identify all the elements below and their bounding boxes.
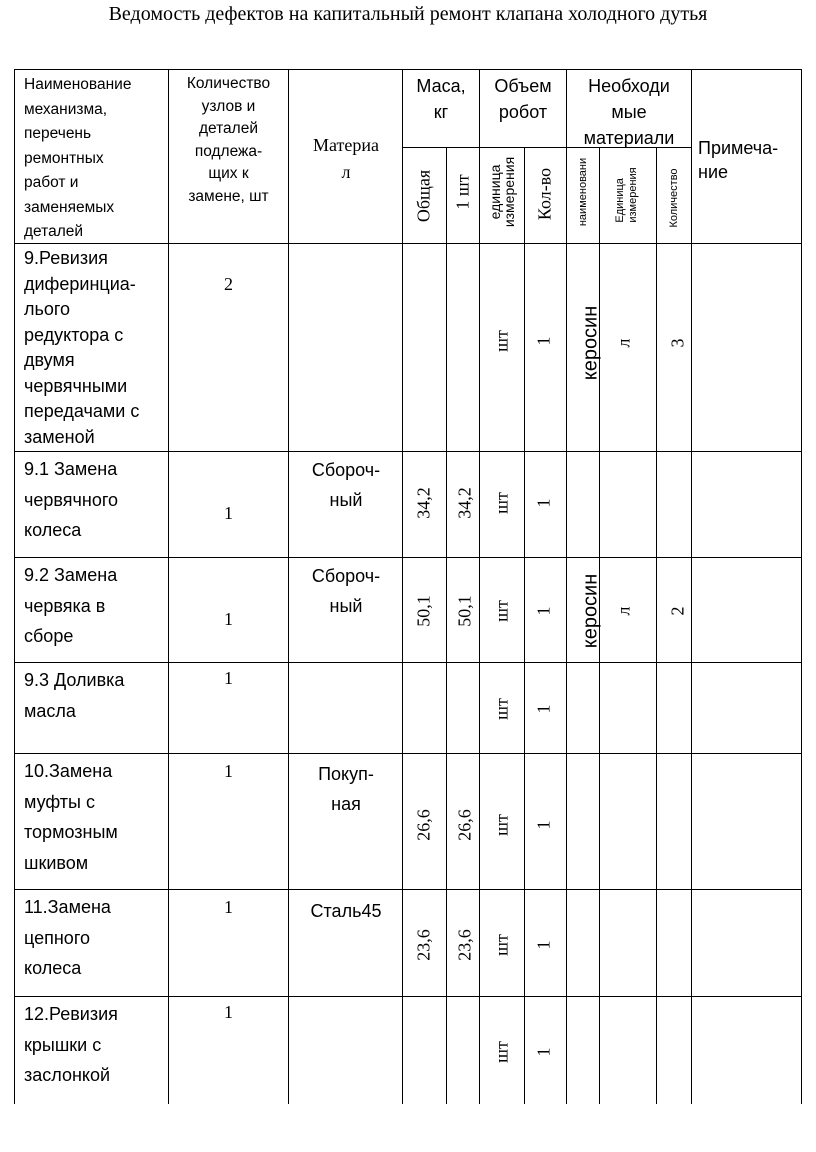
- row-count: 1: [533, 606, 554, 616]
- header-name: Наименование механизма, перечень ремонтных работ и заменяемых деталей: [24, 76, 132, 240]
- row-mass-one: 34,2: [454, 487, 475, 519]
- table-line: [402, 147, 566, 148]
- row-name: 9.2 Замена червяка в сборе: [24, 565, 118, 646]
- header-volume-count: Кол-во: [534, 167, 555, 221]
- row-mass-total: 50,1: [413, 595, 434, 627]
- row-qty: 1: [224, 668, 233, 688]
- row-mass-total: 23,6: [413, 929, 434, 961]
- row-count: 1: [533, 820, 554, 830]
- row-qty: 1: [224, 761, 233, 781]
- table-line: [168, 69, 169, 1104]
- table-line: [14, 996, 801, 997]
- header-volume-unit: единица измерения: [487, 156, 517, 228]
- header-mass: Маса, кг: [416, 76, 466, 122]
- row-mass-one: 26,6: [454, 809, 475, 841]
- table-line: [524, 147, 525, 1104]
- row-unit: шт: [491, 814, 512, 836]
- row-material-count: 3: [667, 338, 688, 348]
- document-title: Ведомость дефектов на капитальный ремонт клапана холодного дутья: [108, 3, 708, 25]
- row-unit: шт: [491, 698, 512, 720]
- table-line: [14, 69, 15, 1104]
- table-line: [14, 557, 801, 558]
- row-unit: шт: [491, 330, 512, 352]
- row-mass-one: 50,1: [454, 595, 475, 627]
- row-material-unit: л: [613, 338, 634, 348]
- table-line: [656, 147, 657, 1104]
- row-count: 1: [533, 336, 554, 346]
- header-note: Примеча- ние: [698, 138, 779, 182]
- table-line: [14, 69, 801, 70]
- row-material: Сбороч- ный: [311, 566, 381, 616]
- row-unit: шт: [491, 934, 512, 956]
- table-line: [14, 753, 801, 754]
- row-qty: 1: [224, 1002, 233, 1022]
- row-material: Покуп- ная: [318, 764, 374, 814]
- row-qty: 1: [224, 503, 233, 523]
- row-name: 10.Замена муфты с тормозным шкивом: [24, 761, 118, 873]
- row-name: 9.Ревизия диферинциа- лього редуктора с двумя червячными передачами с заменой: [24, 248, 140, 447]
- row-material-unit: л: [613, 606, 634, 616]
- header-needed-name: наименовани: [577, 157, 589, 227]
- table-line: [288, 69, 289, 1104]
- row-count: 1: [533, 940, 554, 950]
- row-count: 1: [533, 704, 554, 714]
- table-line: [14, 889, 801, 890]
- row-unit: шт: [491, 492, 512, 514]
- row-mass-one: 23,6: [454, 929, 475, 961]
- row-material-name: керосин: [579, 573, 602, 649]
- row-material: Сталь45: [310, 901, 382, 921]
- header-material: Материа л: [312, 135, 379, 182]
- header-needed: Необходи мые материали: [583, 76, 675, 148]
- table-line: [446, 147, 447, 1104]
- row-name: 9.1 Замена червячного колеса: [24, 459, 119, 540]
- table-line: [691, 69, 692, 1104]
- header-qty: Количество узлов и деталей подлежа- щих к замене, шт: [186, 75, 271, 205]
- table-line: [479, 69, 480, 1104]
- table-line: [402, 69, 403, 1104]
- row-count: 1: [533, 1047, 554, 1057]
- row-qty: 1: [224, 897, 233, 917]
- header-mass-one: 1 шт: [452, 174, 473, 210]
- table-line: [566, 69, 567, 1104]
- header-needed-unit: Единица измерения: [614, 167, 639, 223]
- header-mass-total: Общая: [413, 169, 434, 223]
- row-unit: шт: [491, 1041, 512, 1063]
- header-volume: Объем робот: [494, 76, 552, 122]
- row-mass-total: 34,2: [413, 487, 434, 519]
- row-material-count: 2: [667, 606, 688, 616]
- table-line: [14, 451, 801, 452]
- row-qty: 2: [224, 274, 233, 294]
- row-material-name: керосин: [579, 305, 602, 381]
- row-name: 12.Ревизия крышки с заслонкой: [24, 1004, 118, 1085]
- row-mass-total: 26,6: [413, 809, 434, 841]
- row-unit: шт: [491, 600, 512, 622]
- table-line: [801, 69, 802, 1104]
- row-qty: 1: [224, 609, 233, 629]
- row-name: 9.3 Доливка масла: [24, 670, 125, 721]
- row-name: 11.Замена цепного колеса: [24, 897, 111, 978]
- row-count: 1: [533, 498, 554, 508]
- table-line: [14, 662, 801, 663]
- row-material: Сбороч- ный: [311, 460, 381, 510]
- header-needed-count: Количество: [668, 168, 680, 228]
